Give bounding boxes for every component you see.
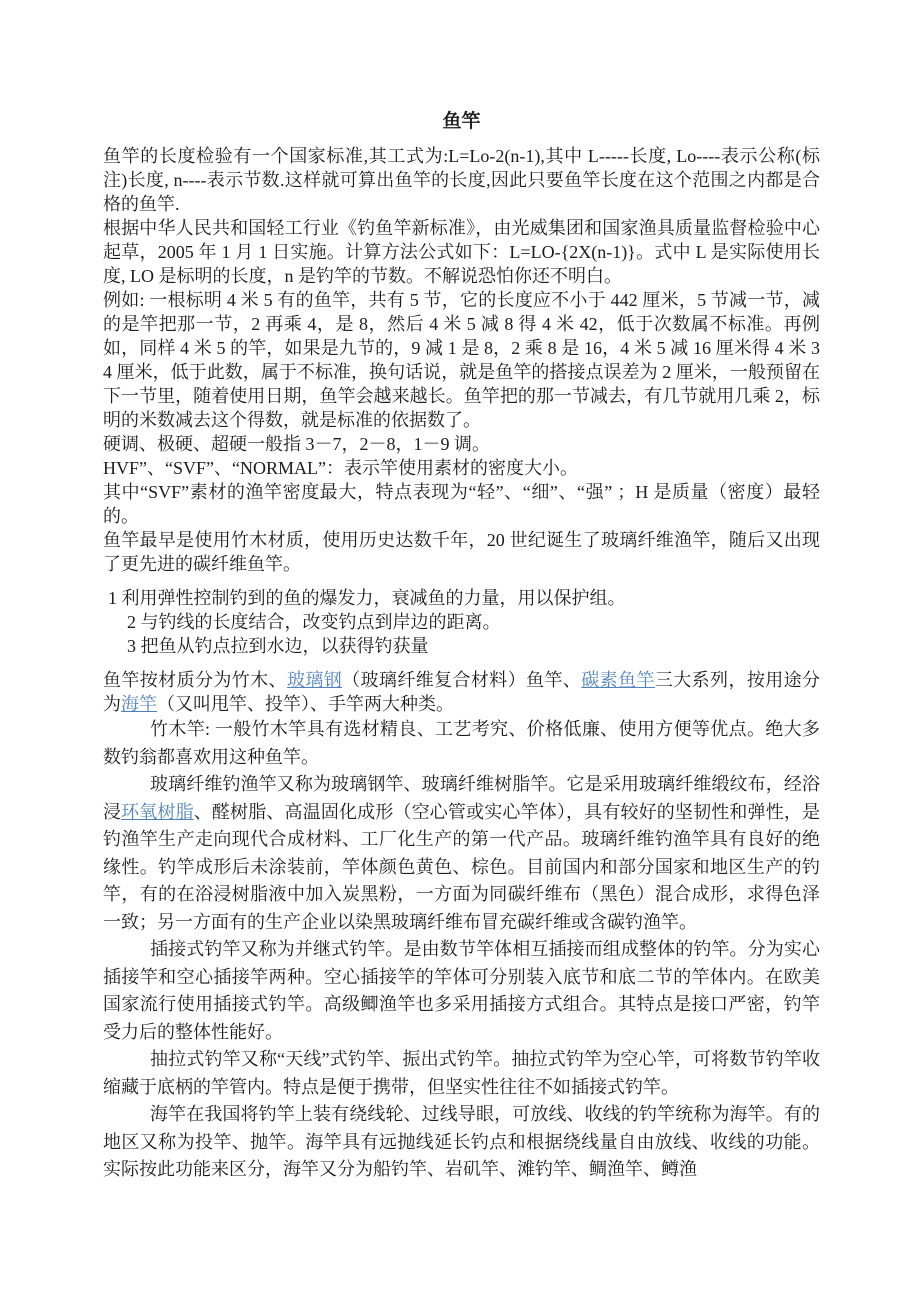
para-fiberglass-rod <box>103 771 820 936</box>
para-length-standard <box>103 144 820 216</box>
document-paragraphs <box>103 144 820 1184</box>
link-fiberglass[interactable]: 玻璃钢 <box>286 670 343 690</box>
para-plug-in-rod <box>103 936 820 1046</box>
para-hvf-svf-normal <box>103 456 820 480</box>
text-run: 硬调、极硬、超硬一般指 3－7，2－8，1－9 调。 <box>103 434 490 454</box>
text-run: 抽拉式钓竿又称“天线”式钓竿、振出式钓竿。抽拉式钓竿为空心竿，可将数节钓竿收缩藏于底柄的竿管内。特点是便于携带，但坚实性往往不如插接式钓竿。 <box>103 1049 820 1097</box>
text-run: （又叫甩竿、投竿）、手竿两大种类。 <box>157 694 454 714</box>
page-title: 鱼竿 <box>442 111 481 132</box>
text-run: 1 利用弹性控制钓到的鱼的爆发力，衰减鱼的力量，用以保护组。 <box>108 588 626 608</box>
text-run: 三大系列，按用途分为 <box>103 670 821 714</box>
para-telescopic-rod <box>103 1046 820 1101</box>
text-run: 3 把鱼从钓点拉到水边，以获得钓获量 <box>127 636 429 656</box>
link-carbon-rod[interactable]: 碳素鱼竿 <box>581 670 655 690</box>
text-run: 鱼竿的长度检验有一个国家标准,其工式为:L=Lo-2(n-1),其中 L-----长度, Lo----表示公称(标注)长度, n----表示节数.这样就可算出鱼竿的长度,因此只要鱼竿长度在这个范围之内都是合格的鱼竿. <box>103 146 820 214</box>
para-bamboo-rod <box>103 716 820 771</box>
para-svf-density <box>103 480 820 528</box>
text-run: 2 与钓线的长度结合，改变钓点到岸边的距离。 <box>127 612 501 632</box>
para-sea-rod <box>103 1101 820 1184</box>
list-item-2 <box>103 610 820 634</box>
text-run: 鱼竿最早是使用竹木材质，使用历史达数千年，20 世纪诞生了玻璃纤维渔竿，随后又出现了更先进的碳纤维鱼竿。 <box>103 530 820 574</box>
text-run: 根据中华人民共和国轻工行业《钓鱼竿新标准》，由光威集团和国家渔具质量监督检验中心起草，2005 年 1 月 1 日实施。计算方法公式如下：L=LO-{2X(n-1)}。式中 L 是实际使用长度, LO 是标明的长度，n 是钓竿的节数。不解说恐怕你还不明白。 <box>103 218 820 286</box>
text-run: （玻璃纤维复合材料）鱼竿、 <box>342 670 582 690</box>
text-run: 例如: 一根标明 4 米 5 有的鱼竿，共有 5 节，它的长度应不小于 442 厘米，5 节减一节，减的是竿把那一节，2 再乘 4，是 8，然后 4 米 5 减 8 得 4 米 42，低于次数属不标准。再例如，同样 4 米 5 的竿，如果是九节的，9 减 1 是 8，2 乘 8 是 16，4 米 5 减 16 厘米得 4 米 34 厘米，低于此数，属于不标准，换句话说，就是鱼竿的搭接点误差为 2 厘米，一般预留在下一节里，随着使用日期，鱼竿会越来越长。鱼竿把的那一节减去，有几节就用几乘 2，标明的米数减去这个得数，就是标准的依据数了。 <box>103 290 820 430</box>
para-example <box>103 288 820 432</box>
text-run: 鱼竿按材质分为竹木、 <box>103 670 287 690</box>
text-run: 其中“SVF”素材的渔竿密度最大，特点表现为“轻”、“细”、“强” ；H 是质量（密度）最轻的。 <box>103 482 820 526</box>
link-sea-rod[interactable]: 海竿 <box>121 694 157 714</box>
para-materials <box>103 668 820 716</box>
text-run: 海竿在我国将钓竿上装有绕线轮、过线导眼，可放线、收线的钓竿统称为海竿。有的地区又称为投竿、抛竿。海竿具有远抛线延长钓点和根据绕线量自由放线、收线的功能。实际按此功能来区分，海竿又分为船钓竿、岩矶竿、滩钓竿、鲷渔竿、鳟渔 <box>103 1104 820 1179</box>
para-history <box>103 528 820 576</box>
para-national-standard <box>103 216 820 288</box>
list-item-3 <box>103 634 820 658</box>
list-item-1 <box>103 586 820 610</box>
link-epoxy-resin[interactable]: 环氧树脂 <box>121 801 194 822</box>
text-run: 竹木竿: 一般竹木竿具有选材精良、工艺考究、价格低廉、使用方便等优点。绝大多数钓翁都喜欢用这种鱼竿。 <box>103 719 820 767</box>
text-run: 玻璃纤维钓渔竿又称为玻璃钢竿、玻璃纤维树脂竿。它是采用玻璃纤维缎纹布，经浴浸 <box>103 774 820 822</box>
text-run: HVF”、“SVF”、“NORMAL”：表示竿使用素材的密度大小。 <box>103 458 578 478</box>
para-hardness <box>103 432 820 456</box>
text-run: 插接式钓竿又称为并继式钓竿。是由数节竿体相互插接而组成整体的钓竿。分为实心插接竿和空心插接竿两种。空心插接竿的竿体可分别装入底节和底二节的竿体内。在欧美国家流行使用插接式钓竿。高级鲫渔竿也多采用插接方式组合。其特点是接口严密，钓竿受力后的整体性能好。 <box>103 939 820 1042</box>
text-run: 、醛树脂、高温固化成形（空心管或实心竿体），具有较好的坚韧性和弹性，是钓渔竿生产走向现代合成材料、工厂化生产的第一代产品。玻璃纤维钓渔竿具有良好的绝缘性。钓竿成形后未涂装前，竿体颜色黄色、棕色。目前国内和部分国家和地区生产的钓竿，有的在浴浸树脂液中加入炭黑粉，一方面为同碳纤维布（黑色）混合成形，求得色泽一致；另一方面有的生产企业以染黑玻璃纤维布冒充碳纤维或含碳钓渔竿。 <box>103 801 821 932</box>
